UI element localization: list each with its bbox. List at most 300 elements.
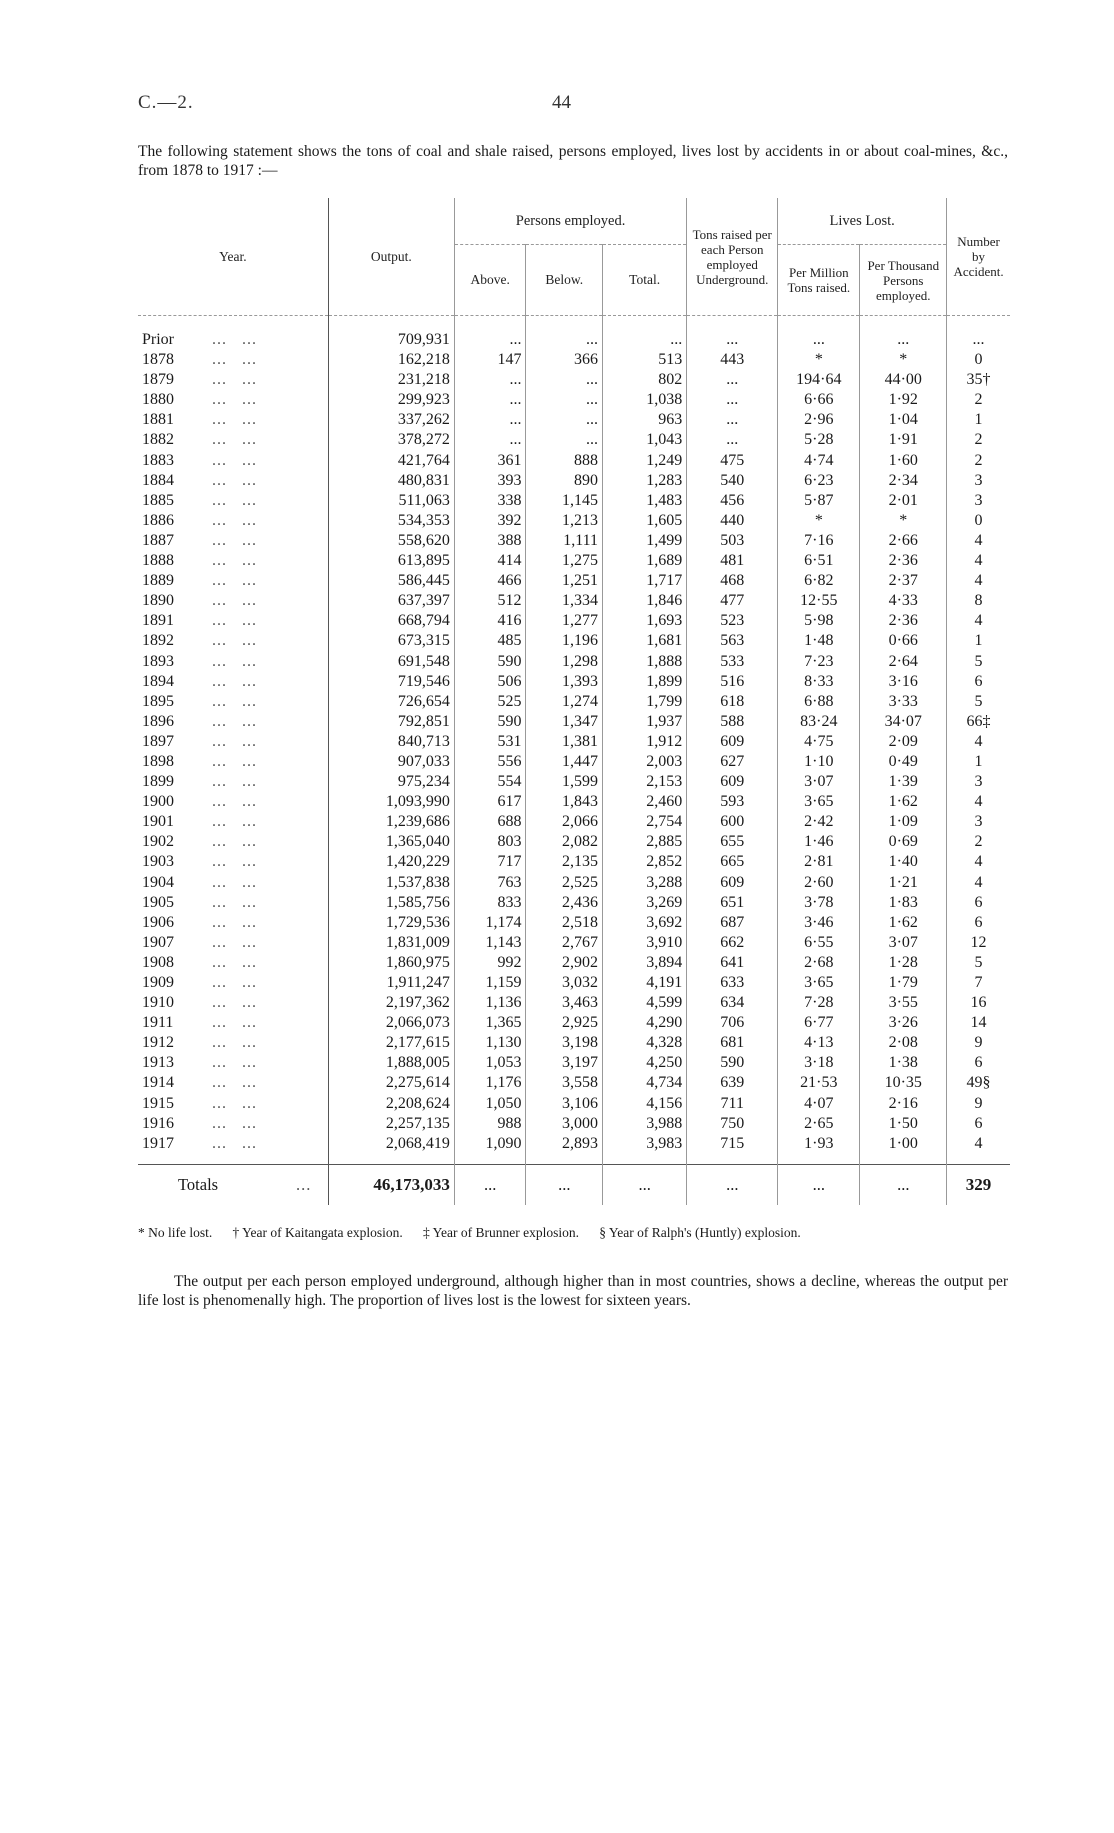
cell-per-thousand: 10·35 (860, 1073, 947, 1093)
cell-above: 590 (454, 712, 526, 732)
cell-year: 1909 (142, 974, 174, 991)
cell-total: 2,003 (603, 752, 687, 772)
leader-dots: ... ... (212, 451, 257, 469)
cell-output: 1,729,536 (328, 913, 454, 933)
cell-above: 556 (454, 752, 526, 772)
cell-tons-per-person: 533 (687, 652, 778, 672)
cell-per-million: 3·65 (778, 792, 860, 812)
cell-per-million: 5·87 (778, 491, 860, 511)
cell-total: 1,483 (603, 491, 687, 511)
leader-dots: ... ... (212, 1094, 257, 1112)
cell-above: ... (454, 370, 526, 390)
cell-tons-per-person: 440 (687, 511, 778, 531)
cell-per-thousand: 0·69 (860, 832, 947, 852)
cell-total: 1,043 (603, 430, 687, 450)
cell-tons-per-person: 715 (687, 1134, 778, 1154)
table-row (138, 812, 1010, 832)
cell-number: 6 (947, 913, 1010, 933)
cell-year: 1907 (142, 933, 174, 951)
cell-year: 1887 (142, 531, 174, 549)
cell-total: 1,937 (603, 712, 687, 732)
cell-tons-per-person: 665 (687, 852, 778, 872)
cell-output: 1,831,009 (328, 933, 454, 953)
cell-output: 558,620 (328, 531, 454, 551)
table-row (138, 410, 1010, 430)
cell-per-million: 8·33 (778, 672, 860, 692)
cell-per-thousand: * (860, 511, 947, 531)
leader-dots: ... ... (212, 572, 257, 590)
cell-total: 4,250 (603, 1053, 687, 1073)
table-row (138, 993, 1010, 1013)
leader-dots: ... ... (212, 913, 257, 931)
cell-output: 613,895 (328, 551, 454, 571)
cell-total: 963 (603, 410, 687, 430)
cell-output: 673,315 (328, 631, 454, 651)
cell-total: 2,885 (603, 832, 687, 852)
cell-tons-per-person: 588 (687, 712, 778, 732)
header-lives-lost: Lives Lost. (778, 198, 947, 245)
cell-above: 763 (454, 873, 526, 893)
cell-above: 1,365 (454, 1013, 526, 1033)
leader-dots: ... ... (212, 471, 257, 489)
table-row (138, 571, 1010, 591)
leader-dots: ... ... (212, 712, 257, 730)
cell-per-million: 6·88 (778, 692, 860, 712)
cell-per-thousand: 1·92 (860, 390, 947, 410)
cell-total: 3,269 (603, 893, 687, 913)
cell-per-thousand: 1·79 (860, 973, 947, 993)
cell-tons-per-person: 563 (687, 631, 778, 651)
cell-total: 513 (603, 350, 687, 370)
leader-dots: ... ... (212, 994, 257, 1012)
cell-below: 1,213 (526, 511, 603, 531)
table-row (138, 873, 1010, 893)
cell-below: 1,251 (526, 571, 603, 591)
cell-number: 66‡ (947, 712, 1010, 732)
leader-dots: ... ... (212, 612, 257, 630)
table-row (138, 1114, 1010, 1134)
cell-per-thousand: 0·49 (860, 752, 947, 772)
cell-per-thousand: * (860, 350, 947, 370)
cell-per-thousand: 1·62 (860, 913, 947, 933)
cell-number: 5 (947, 692, 1010, 712)
table-row (138, 611, 1010, 631)
cell-output: 792,851 (328, 712, 454, 732)
cell-output: 511,063 (328, 491, 454, 511)
cell-year: 1895 (142, 692, 174, 710)
page-number: 44 (552, 92, 571, 113)
cell-year: 1884 (142, 471, 174, 489)
cell-tons-per-person: 456 (687, 491, 778, 511)
cell-number: 4 (947, 611, 1010, 631)
cell-output: 840,713 (328, 732, 454, 752)
table-row (138, 390, 1010, 410)
cell-per-million: 2·96 (778, 410, 860, 430)
cell-tons-per-person: ... (687, 430, 778, 450)
cell-number: 3 (947, 772, 1010, 792)
cell-total: 1,499 (603, 531, 687, 551)
cell-below: 1,196 (526, 631, 603, 651)
cell-below: 2,902 (526, 953, 603, 973)
cell-above: 531 (454, 732, 526, 752)
cell-total: 3,988 (603, 1114, 687, 1134)
footnote-brunner: ‡ Year of Brunner explosion. (422, 1225, 579, 1240)
cell-tons-per-person: 475 (687, 451, 778, 471)
cell-year: 1898 (142, 752, 174, 770)
cell-total: 1,681 (603, 631, 687, 651)
cell-total: 2,153 (603, 772, 687, 792)
closing-text: The output per each person employed underground, although higher than in most countries, shows a decline, whereas the output per life lost is phenomenally high. The proportion of lives lost is the lowest for sixteen years. (138, 1273, 1008, 1309)
cell-per-thousand: 1·04 (860, 410, 947, 430)
cell-per-million: 6·77 (778, 1013, 860, 1033)
leader-dots: ... ... (212, 672, 257, 690)
totals-row (138, 1164, 1010, 1205)
cell-below: 3,032 (526, 973, 603, 993)
cell-number: 1 (947, 752, 1010, 772)
table-row (138, 913, 1010, 933)
table-row (138, 430, 1010, 450)
cell-above: 992 (454, 953, 526, 973)
cell-output: 1,911,247 (328, 973, 454, 993)
cell-total: 2,754 (603, 812, 687, 832)
table-row (138, 1013, 1010, 1033)
cell-number: 35† (947, 370, 1010, 390)
cell-output: 637,397 (328, 591, 454, 611)
cell-year: 1899 (142, 773, 174, 791)
cell-year: 1902 (142, 833, 174, 851)
cell-number: 4 (947, 873, 1010, 893)
cell-number: 12 (947, 933, 1010, 953)
cell-year: 1917 (142, 1134, 174, 1152)
cell-per-thousand: 1·60 (860, 451, 947, 471)
cell-below: 1,334 (526, 591, 603, 611)
cell-above: 1,143 (454, 933, 526, 953)
cell-total: 4,191 (603, 973, 687, 993)
cell-year: 1910 (142, 994, 174, 1012)
cell-per-million: 3·18 (778, 1053, 860, 1073)
cell-above: 717 (454, 852, 526, 872)
cell-tons-per-person: 706 (687, 1013, 778, 1033)
cell-per-thousand: 2·37 (860, 571, 947, 591)
cell-year: 1880 (142, 391, 174, 409)
cell-per-thousand: 1·83 (860, 893, 947, 913)
table-row (138, 350, 1010, 370)
leader-dots: ... ... (212, 1114, 257, 1132)
cell-year: 1913 (142, 1054, 174, 1072)
cell-per-thousand: 1·09 (860, 812, 947, 832)
cell-number: 3 (947, 471, 1010, 491)
cell-below: ... (526, 390, 603, 410)
table-body (138, 316, 1010, 1154)
cell-above: 1,176 (454, 1073, 526, 1093)
cell-output: 1,239,686 (328, 812, 454, 832)
table-row (138, 591, 1010, 611)
table-row (138, 451, 1010, 471)
cell-number: 7 (947, 973, 1010, 993)
cell-year: 1882 (142, 431, 174, 449)
cell-output: 1,365,040 (328, 832, 454, 852)
cell-below: 3,106 (526, 1094, 603, 1114)
cell-number: 4 (947, 531, 1010, 551)
cell-below: 1,145 (526, 491, 603, 511)
cell-per-thousand: 1·39 (860, 772, 947, 792)
cell-total: 1,899 (603, 672, 687, 692)
cell-number: 8 (947, 591, 1010, 611)
table-row (138, 1033, 1010, 1053)
cell-per-million: 7·23 (778, 652, 860, 672)
cell-per-million: 6·82 (778, 571, 860, 591)
cell-total: 1,693 (603, 611, 687, 631)
intro-paragraph: The following statement shows the tons of coal and shale raised, persons employed, lives lost by accidents in or about coal-mines, &c., from 1878 to 1917 :— (138, 143, 1008, 179)
cell-tons-per-person: 523 (687, 611, 778, 631)
table-row (138, 551, 1010, 571)
cell-above: 1,050 (454, 1094, 526, 1114)
cell-output: 719,546 (328, 672, 454, 692)
table-row (138, 370, 1010, 390)
cell-above: 506 (454, 672, 526, 692)
cell-number: 4 (947, 792, 1010, 812)
table-row (138, 631, 1010, 651)
cell-per-million: 4·74 (778, 451, 860, 471)
cell-output: 2,275,614 (328, 1073, 454, 1093)
header-per-million: Per Million Tons raised. (778, 245, 860, 316)
cell-per-million: 1·10 (778, 752, 860, 772)
header-year: Year. (219, 248, 247, 264)
cell-number: 4 (947, 571, 1010, 591)
footnote-ralph: § Year of Ralph's (Huntly) explosion. (599, 1225, 801, 1240)
cell-tons-per-person: 651 (687, 893, 778, 913)
bottom-spacer-row (138, 1154, 1010, 1165)
cell-output: 2,208,624 (328, 1094, 454, 1114)
table-row (138, 692, 1010, 712)
cell-number: 5 (947, 652, 1010, 672)
cell-year: 1896 (142, 712, 174, 730)
header-total: Total. (603, 245, 687, 316)
leader-dots: ... ... (212, 371, 257, 389)
cell-below: 890 (526, 471, 603, 491)
cell-tons-per-person: ... (687, 390, 778, 410)
cell-number: 14 (947, 1013, 1010, 1033)
cell-per-million: 194·64 (778, 370, 860, 390)
table-row (138, 953, 1010, 973)
cell-number: 1 (947, 631, 1010, 651)
cell-output: 162,218 (328, 350, 454, 370)
table-row (138, 491, 1010, 511)
cell-above: ... (454, 430, 526, 450)
cell-per-thousand: 2·36 (860, 611, 947, 631)
cell-year: 1894 (142, 672, 174, 690)
cell-year: 1897 (142, 732, 174, 750)
cell-per-million: 5·28 (778, 430, 860, 450)
cell-below: 1,381 (526, 732, 603, 752)
cell-above: 338 (454, 491, 526, 511)
leader-dots: ... ... (212, 853, 257, 871)
cell-below: ... (526, 410, 603, 430)
cell-per-thousand: 3·26 (860, 1013, 947, 1033)
leader-dots: ... ... (212, 1054, 257, 1072)
totals-dots: ... (296, 1174, 312, 1194)
cell-year: 1905 (142, 893, 174, 911)
cell-number: 2 (947, 832, 1010, 852)
closing-paragraph (138, 1272, 1008, 1310)
leader-dots: ... ... (212, 592, 257, 610)
leader-dots: ... ... (212, 773, 257, 791)
cell-per-million: * (778, 350, 860, 370)
table-row (138, 1053, 1010, 1073)
table-row (138, 933, 1010, 953)
cell-above: 833 (454, 893, 526, 913)
leader-dots: ... ... (212, 1134, 257, 1152)
cell-year: 1886 (142, 511, 174, 529)
cell-per-million: 7·16 (778, 531, 860, 551)
header-above: Above. (454, 245, 526, 316)
cell-per-million: 4·13 (778, 1033, 860, 1053)
cell-output: 586,445 (328, 571, 454, 591)
leader-dots: ... ... (212, 391, 257, 409)
cell-below: 2,436 (526, 893, 603, 913)
header-per-thousand: Per Thousand Persons employed. (860, 245, 947, 316)
cell-number: 6 (947, 1114, 1010, 1134)
leader-dots: ... ... (212, 893, 257, 911)
table-row (138, 832, 1010, 852)
totals-per-thousand: ... (860, 1164, 947, 1205)
cell-per-thousand: 3·55 (860, 993, 947, 1013)
cell-per-thousand: 3·16 (860, 672, 947, 692)
totals-output: 46,173,033 (328, 1164, 454, 1205)
cell-total: 3,910 (603, 933, 687, 953)
cell-output: 907,033 (328, 752, 454, 772)
cell-below: 2,518 (526, 913, 603, 933)
cell-above: 1,136 (454, 993, 526, 1013)
cell-per-thousand: 1·00 (860, 1134, 947, 1154)
cell-tons-per-person: 627 (687, 752, 778, 772)
table-row (138, 792, 1010, 812)
leader-dots: ... ... (212, 732, 257, 750)
table-row (138, 893, 1010, 913)
cell-year: 1893 (142, 652, 174, 670)
cell-above: 1,090 (454, 1134, 526, 1154)
cell-below: 2,925 (526, 1013, 603, 1033)
cell-below: 1,298 (526, 652, 603, 672)
series-code: C.—2. (138, 92, 194, 113)
cell-above: 617 (454, 792, 526, 812)
cell-above: 688 (454, 812, 526, 832)
cell-tons-per-person: 468 (687, 571, 778, 591)
footnote-no-life: * No life lost. (138, 1225, 213, 1240)
cell-below: 2,525 (526, 873, 603, 893)
cell-total: 1,912 (603, 732, 687, 752)
cell-above: 512 (454, 591, 526, 611)
cell-output: 421,764 (328, 451, 454, 471)
cell-tons-per-person: 609 (687, 732, 778, 752)
cell-below: 366 (526, 350, 603, 370)
totals-above: ... (454, 1164, 526, 1205)
cell-year: 1901 (142, 813, 174, 831)
cell-per-thousand: 0·66 (860, 631, 947, 651)
cell-output: 231,218 (328, 370, 454, 390)
cell-total: 4,734 (603, 1073, 687, 1093)
leader-dots: ... ... (212, 933, 257, 951)
cell-below: 2,893 (526, 1134, 603, 1154)
cell-above: 1,053 (454, 1053, 526, 1073)
cell-year: 1889 (142, 572, 174, 590)
coal-statistics-table (138, 198, 1010, 1205)
cell-tons-per-person: 516 (687, 672, 778, 692)
cell-year: 1878 (142, 351, 174, 369)
cell-year: 1892 (142, 632, 174, 650)
cell-per-thousand: 1·28 (860, 953, 947, 973)
leader-dots: ... ... (212, 431, 257, 449)
cell-tons-per-person: ... (687, 410, 778, 430)
cell-tons-per-person: 590 (687, 1053, 778, 1073)
cell-per-million: 3·46 (778, 913, 860, 933)
cell-above: 590 (454, 652, 526, 672)
cell-per-million: 1·93 (778, 1134, 860, 1154)
table-row (138, 1073, 1010, 1093)
cell-below: 1,843 (526, 792, 603, 812)
cell-number: 9 (947, 1094, 1010, 1114)
cell-per-thousand: 44·00 (860, 370, 947, 390)
cell-output: 709,931 (328, 330, 454, 350)
cell-above: 1,174 (454, 913, 526, 933)
cell-number: 6 (947, 1053, 1010, 1073)
cell-below: 1,275 (526, 551, 603, 571)
cell-per-thousand: 2·34 (860, 471, 947, 491)
cell-per-thousand: 2·01 (860, 491, 947, 511)
cell-output: 1,093,990 (328, 792, 454, 812)
cell-tons-per-person: ... (687, 330, 778, 350)
cell-below: 1,274 (526, 692, 603, 712)
table-row (138, 772, 1010, 792)
cell-above: ... (454, 390, 526, 410)
cell-tons-per-person: 609 (687, 873, 778, 893)
cell-per-million: 4·07 (778, 1094, 860, 1114)
leader-dots: ... ... (212, 793, 257, 811)
cell-year: 1888 (142, 552, 174, 570)
cell-total: 4,290 (603, 1013, 687, 1033)
cell-number: 4 (947, 732, 1010, 752)
cell-per-million: 3·07 (778, 772, 860, 792)
cell-output: 2,197,362 (328, 993, 454, 1013)
cell-total: 1,605 (603, 511, 687, 531)
cell-number: 16 (947, 993, 1010, 1013)
cell-tons-per-person: 655 (687, 832, 778, 852)
cell-per-thousand: 3·33 (860, 692, 947, 712)
leader-dots: ... ... (212, 813, 257, 831)
cell-tons-per-person: 750 (687, 1114, 778, 1134)
cell-below: 3,463 (526, 993, 603, 1013)
cell-per-million: 21·53 (778, 1073, 860, 1093)
cell-total: 1,283 (603, 471, 687, 491)
cell-below: ... (526, 370, 603, 390)
cell-per-million: 6·55 (778, 933, 860, 953)
leader-dots: ... ... (212, 1034, 257, 1052)
cell-year: 1885 (142, 491, 174, 509)
cell-year: 1916 (142, 1114, 174, 1132)
header-separator-row (138, 316, 1010, 331)
cell-output: 534,353 (328, 511, 454, 531)
cell-output: 1,537,838 (328, 873, 454, 893)
cell-below: 1,111 (526, 531, 603, 551)
cell-below: 1,347 (526, 712, 603, 732)
cell-below: 2,082 (526, 832, 603, 852)
leader-dots: ... ... (212, 491, 257, 509)
cell-per-million: 2·68 (778, 953, 860, 973)
cell-per-million: 3·78 (778, 893, 860, 913)
cell-above: 388 (454, 531, 526, 551)
cell-number: ... (947, 330, 1010, 350)
leader-dots: ... ... (212, 511, 257, 529)
